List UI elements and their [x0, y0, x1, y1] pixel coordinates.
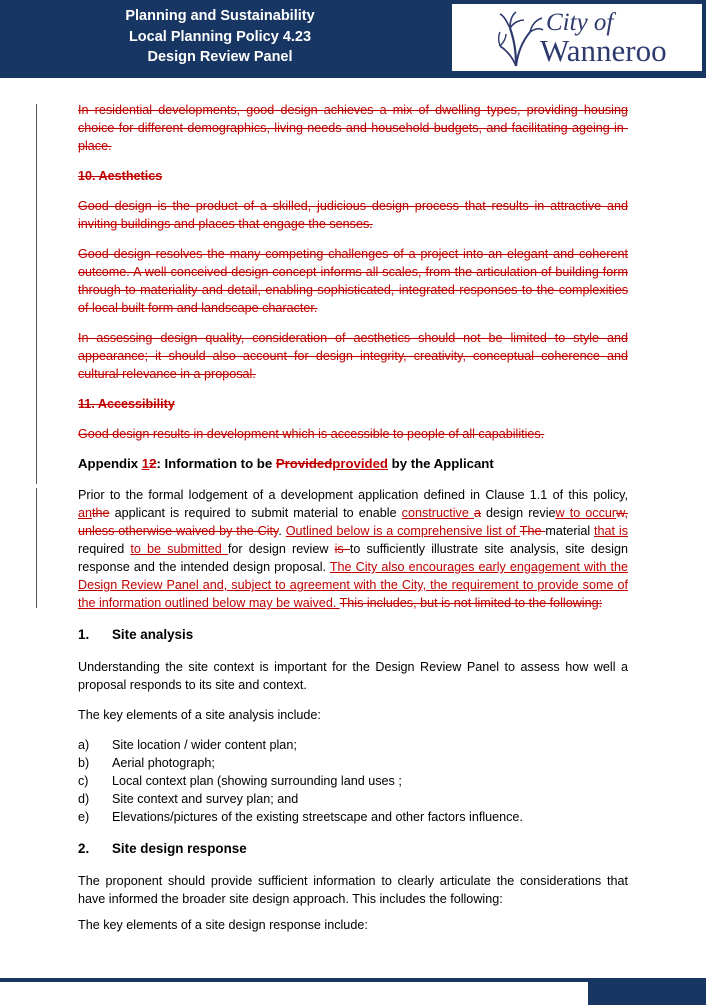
- deleted-text: w, unless otherwise waived by the City: [78, 506, 628, 538]
- site-analysis-list: [78, 736, 628, 826]
- header-title-line-1: Planning and Sustainability: [125, 8, 315, 24]
- intro-text: applicant is required to submit material to enable: [109, 506, 402, 520]
- deleted-paragraph: In residential developments, good design achieves a mix of dwelling types, providing housing choice for different demographics, living needs and household budgets, and facilitating ageing-in-place.: [78, 103, 628, 153]
- appendix-mid: : Information to be: [156, 456, 276, 471]
- city-logo: [452, 4, 702, 71]
- list-item-label: b): [78, 756, 90, 770]
- header-title: [0, 6, 440, 68]
- deleted-text: Provided: [275, 456, 333, 471]
- inserted-text: constructive: [401, 506, 474, 520]
- intro-text: Prior to the formal lodgement of a development application defined in Clause 1.1 of this policy,: [78, 488, 628, 502]
- deleted-paragraph: Good design results in development which is accessible to people of all capabilities.: [78, 427, 545, 441]
- list-item: [78, 772, 628, 790]
- list-item-label: a): [78, 738, 90, 752]
- inserted-text: provided: [332, 456, 388, 471]
- section-number: 2.: [78, 841, 90, 856]
- intro-text: for design review: [227, 542, 335, 556]
- deleted-paragraph: Good design is the product of a skilled, judicious design process that results in attractive and inviting buildings and places that engage the senses.: [78, 199, 628, 231]
- section-heading-site-design-response: [78, 840, 628, 858]
- intro-text: to sufficiently illustrate site analysis, site design response and the intended design proposal.: [78, 542, 628, 574]
- section-title: Site design response: [112, 841, 247, 856]
- logo-city-text: City of: [546, 9, 614, 36]
- body-paragraph: The proponent should provide sufficient information to clearly articulate the considerations that have informed the broader site design approach. This includes the following:: [78, 874, 628, 906]
- document-body: [78, 101, 628, 934]
- deleted-paragraph: Good design resolves the many competing challenges of a project into an elegant and coherent outcome. A well-conceived design concept informs all scales, from the articulation of building form through to materiality and detail, enabling sophisticated, integrated responses to the complexities of local built form and landscape character.: [78, 247, 628, 315]
- footer-block: [588, 982, 706, 1005]
- deleted-text: is: [334, 542, 350, 556]
- intro-text: design revie: [480, 506, 556, 520]
- section-title: Site analysis: [112, 627, 194, 642]
- revision-change-bar: [36, 488, 37, 608]
- inserted-text: w to occur: [555, 506, 617, 520]
- list-item-text: Local context plan (showing surrounding land uses ;: [112, 774, 402, 788]
- list-item: [78, 808, 628, 826]
- inserted-text: Outlined below is a comprehensive list of: [285, 524, 520, 538]
- inserted-text: an: [78, 506, 93, 520]
- deleted-text: This includes, but is not limited to the following:: [339, 596, 603, 610]
- body-paragraph: The key elements of a site design response include:: [78, 918, 368, 932]
- kangaroo-paw-icon: [496, 10, 544, 68]
- deleted-heading-accessibility: 11. Accessibility: [78, 397, 175, 411]
- list-item-label: c): [78, 774, 89, 788]
- list-item-label: e): [78, 810, 90, 824]
- deleted-text: 2: [149, 456, 157, 471]
- intro-text: material: [545, 524, 595, 538]
- inserted-text: 1: [141, 456, 150, 471]
- inserted-text: The City also encourages early engagement with the Design Review Panel and, subject to agreement with the City, the requirement to provide some of the information outlined below may be waived.: [78, 560, 628, 610]
- inserted-text: to be submitted: [130, 542, 228, 556]
- list-item-text: Aerial photograph;: [112, 756, 215, 770]
- deleted-paragraph: In assessing design quality, consideration of aesthetics should not be limited to style and appearance; it should also account for design integrity, creativity, conceptual coherence and cultural relevance in a proposal.: [78, 331, 628, 381]
- body-paragraph: Understanding the site context is important for the Design Review Panel to assess how well a proposal responds to its site and context.: [78, 660, 628, 692]
- deleted-heading-aesthetics: 10. Aesthetics: [78, 169, 163, 183]
- intro-text: required: [78, 542, 131, 556]
- intro-text: .: [278, 524, 286, 538]
- list-item-label: d): [78, 792, 90, 806]
- header-title-line-2: Local Planning Policy 4.23: [128, 28, 312, 45]
- section-number: 1.: [78, 627, 90, 642]
- appendix-prefix: Appendix: [78, 456, 142, 471]
- deleted-text: a: [473, 506, 481, 520]
- deleted-text: The: [519, 524, 546, 538]
- intro-paragraph: [78, 486, 628, 612]
- list-item-text: Site context and survey plan; and: [112, 792, 299, 806]
- logo-wanneroo-text: Wanneroo: [540, 33, 667, 68]
- list-item: [78, 790, 628, 808]
- inserted-text: that is: [594, 524, 628, 538]
- section-heading-site-analysis: [78, 626, 628, 644]
- list-item-text: Site location / wider content plan;: [112, 738, 297, 752]
- revision-change-bar: [36, 104, 37, 484]
- list-item: [78, 736, 628, 754]
- appendix-suffix: by the Applicant: [387, 456, 494, 471]
- list-item-text: Elevations/pictures of the existing streetscape and other factors influence.: [112, 810, 523, 824]
- body-paragraph: The key elements of a site analysis include:: [78, 708, 321, 722]
- deleted-text: the: [92, 506, 110, 520]
- header-title-line-3: Design Review Panel: [147, 49, 293, 65]
- appendix-heading: [78, 455, 628, 473]
- list-item: [78, 754, 628, 772]
